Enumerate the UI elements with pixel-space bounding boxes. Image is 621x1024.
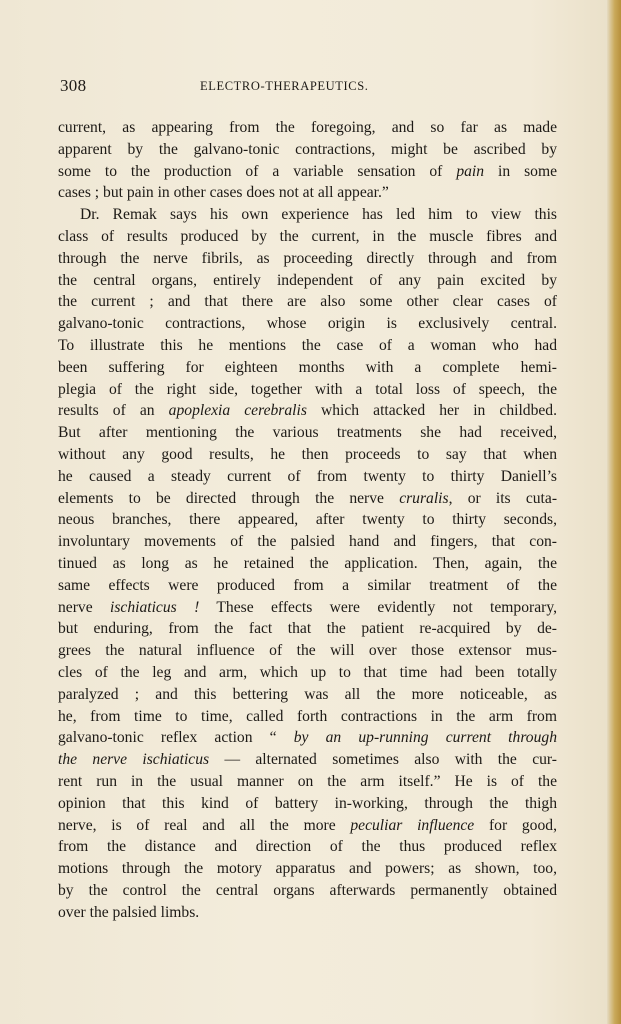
- italic-text: ischiaticus !: [110, 598, 200, 616]
- text-run: current, as appearing from the foregoing, and so far as made: [58, 119, 557, 136]
- text-line: [58, 771, 557, 793]
- text-run: neous branches, there appeared, after twenty to thirty seconds,: [58, 511, 557, 529]
- text-run: nerve, is of real and all the more: [58, 816, 351, 834]
- text-line: [58, 182, 557, 204]
- text-run: motions through the motory apparatus and powers; as shown, too,: [58, 860, 557, 878]
- text-run: results of an: [58, 402, 169, 420]
- text-run: galvano-tonic reflex action “: [58, 729, 294, 747]
- text-line: [58, 640, 557, 662]
- text-line: [58, 313, 557, 335]
- text-run: involuntary movements of the palsied hand and fingers, that con-: [58, 533, 557, 551]
- text-run: he caused a steady current of from twenty to thirty Daniell’s: [58, 467, 557, 485]
- italic-text: pain: [456, 162, 485, 180]
- text-run: cles of the leg and arm, which up to that time had been totally: [58, 663, 557, 681]
- text-line: [58, 597, 557, 619]
- text-line: [58, 836, 557, 858]
- text-run: galvano-tonic contractions, whose origin is exclusively central.: [58, 315, 557, 333]
- text-line: [58, 466, 557, 488]
- text-run: but enduring, from the fact that the patient re-acquired by de-: [58, 620, 557, 638]
- text-line: [58, 488, 557, 510]
- text-run: opinion that this kind of battery in-working, through the thigh: [58, 794, 557, 812]
- page-header: [60, 76, 560, 98]
- text-line: [58, 357, 557, 379]
- text-run: through the nerve fibrils, as proceeding directly through and from: [58, 249, 557, 267]
- text-line: [58, 662, 557, 684]
- text-line: [58, 204, 557, 226]
- text-line: [58, 749, 557, 771]
- body-text: [58, 117, 557, 923]
- text-line: [58, 117, 557, 139]
- text-run: , or its cuta-: [448, 489, 557, 507]
- text-line: [58, 618, 557, 640]
- text-line: [58, 291, 557, 313]
- text-run: been suffering for eighteen months with a complete hemi-: [58, 358, 557, 376]
- text-line: [58, 379, 557, 401]
- page-edge: [607, 0, 621, 1024]
- text-run: apparent by the galvano-tonic contractions, might be ascribed by: [58, 140, 557, 158]
- text-line: [58, 139, 557, 161]
- text-line: [58, 553, 557, 575]
- text-run: rent run in the usual manner on the arm itself.” He is of the: [58, 772, 557, 790]
- text-run: the current ; and that there are also some other clear cases of: [58, 293, 557, 311]
- text-run: which attacked her in childbed.: [306, 402, 557, 420]
- text-line: [58, 706, 557, 728]
- running-head: ELECTRO-THERAPEUTICS.: [200, 79, 369, 93]
- text-run: Dr. Remak says his own experience has led him to view this: [80, 206, 557, 224]
- text-run: grees the natural influence of the will over those extensor mus-: [58, 642, 557, 660]
- text-line: [58, 444, 557, 466]
- text-run: for good,: [474, 816, 557, 834]
- italic-text: peculiar influence: [350, 816, 475, 834]
- text-line: [58, 422, 557, 444]
- text-run: class of results produced by the current, in the muscle fibres and: [58, 227, 557, 245]
- text-line: [58, 858, 557, 880]
- italic-text: by an up-running current through: [293, 729, 557, 747]
- text-line: [58, 270, 557, 292]
- text-run: same effects were produced from a similar treatment of the: [58, 576, 557, 594]
- text-line: [58, 161, 557, 183]
- text-line: [58, 226, 557, 248]
- text-line: [58, 335, 557, 357]
- text-run: elements to be directed through the nerve: [58, 489, 400, 507]
- text-line: [58, 793, 557, 815]
- text-run: These effects were evidently not temporary,: [199, 598, 557, 616]
- text-line: [58, 400, 557, 422]
- text-line: [58, 509, 557, 531]
- text-run: without any good results, he then proceeds to say that when: [58, 445, 557, 463]
- text-run: But after mentioning the various treatments she had received,: [58, 424, 557, 442]
- text-run: paralyzed ; and this bettering was all the more noticeable, as: [58, 685, 557, 703]
- text-line: [58, 727, 557, 749]
- text-run: plegia of the right side, together with a total loss of speech, the: [58, 380, 557, 398]
- italic-text: apoplexia cerebralis: [168, 402, 307, 420]
- text-run: — alternated sometimes also with the cur-: [209, 751, 557, 769]
- text-run: cases ; but pain in other cases does not at all appear.”: [58, 184, 389, 202]
- text-line: [58, 248, 557, 270]
- text-run: some to the production of a variable sensation of: [58, 162, 457, 180]
- text-line: [58, 880, 557, 902]
- italic-text: the nerve ischiaticus: [58, 751, 210, 769]
- italic-text: cruralis: [399, 489, 449, 507]
- text-line: [58, 684, 557, 706]
- text-line: [58, 902, 557, 924]
- text-run: nerve: [58, 598, 111, 616]
- text-line: [58, 815, 557, 837]
- text-run: To illustrate this he mentions the case of a woman who had: [58, 336, 557, 354]
- text-run: tinued as long as he retained the application. Then, again, the: [58, 554, 557, 572]
- text-line: [58, 575, 557, 597]
- text-run: in some: [484, 162, 557, 180]
- page-number: 308: [60, 76, 87, 95]
- text-run: from the distance and direction of the thus produced reflex: [58, 838, 557, 856]
- text-run: the central organs, entirely independent of any pain excited by: [58, 271, 557, 289]
- text-line: [58, 531, 557, 553]
- text-run: over the palsied limbs.: [58, 903, 200, 921]
- text-run: by the control the central organs afterwards permanently obtained: [58, 881, 557, 899]
- text-run: he, from time to time, called forth contractions in the arm from: [58, 707, 557, 725]
